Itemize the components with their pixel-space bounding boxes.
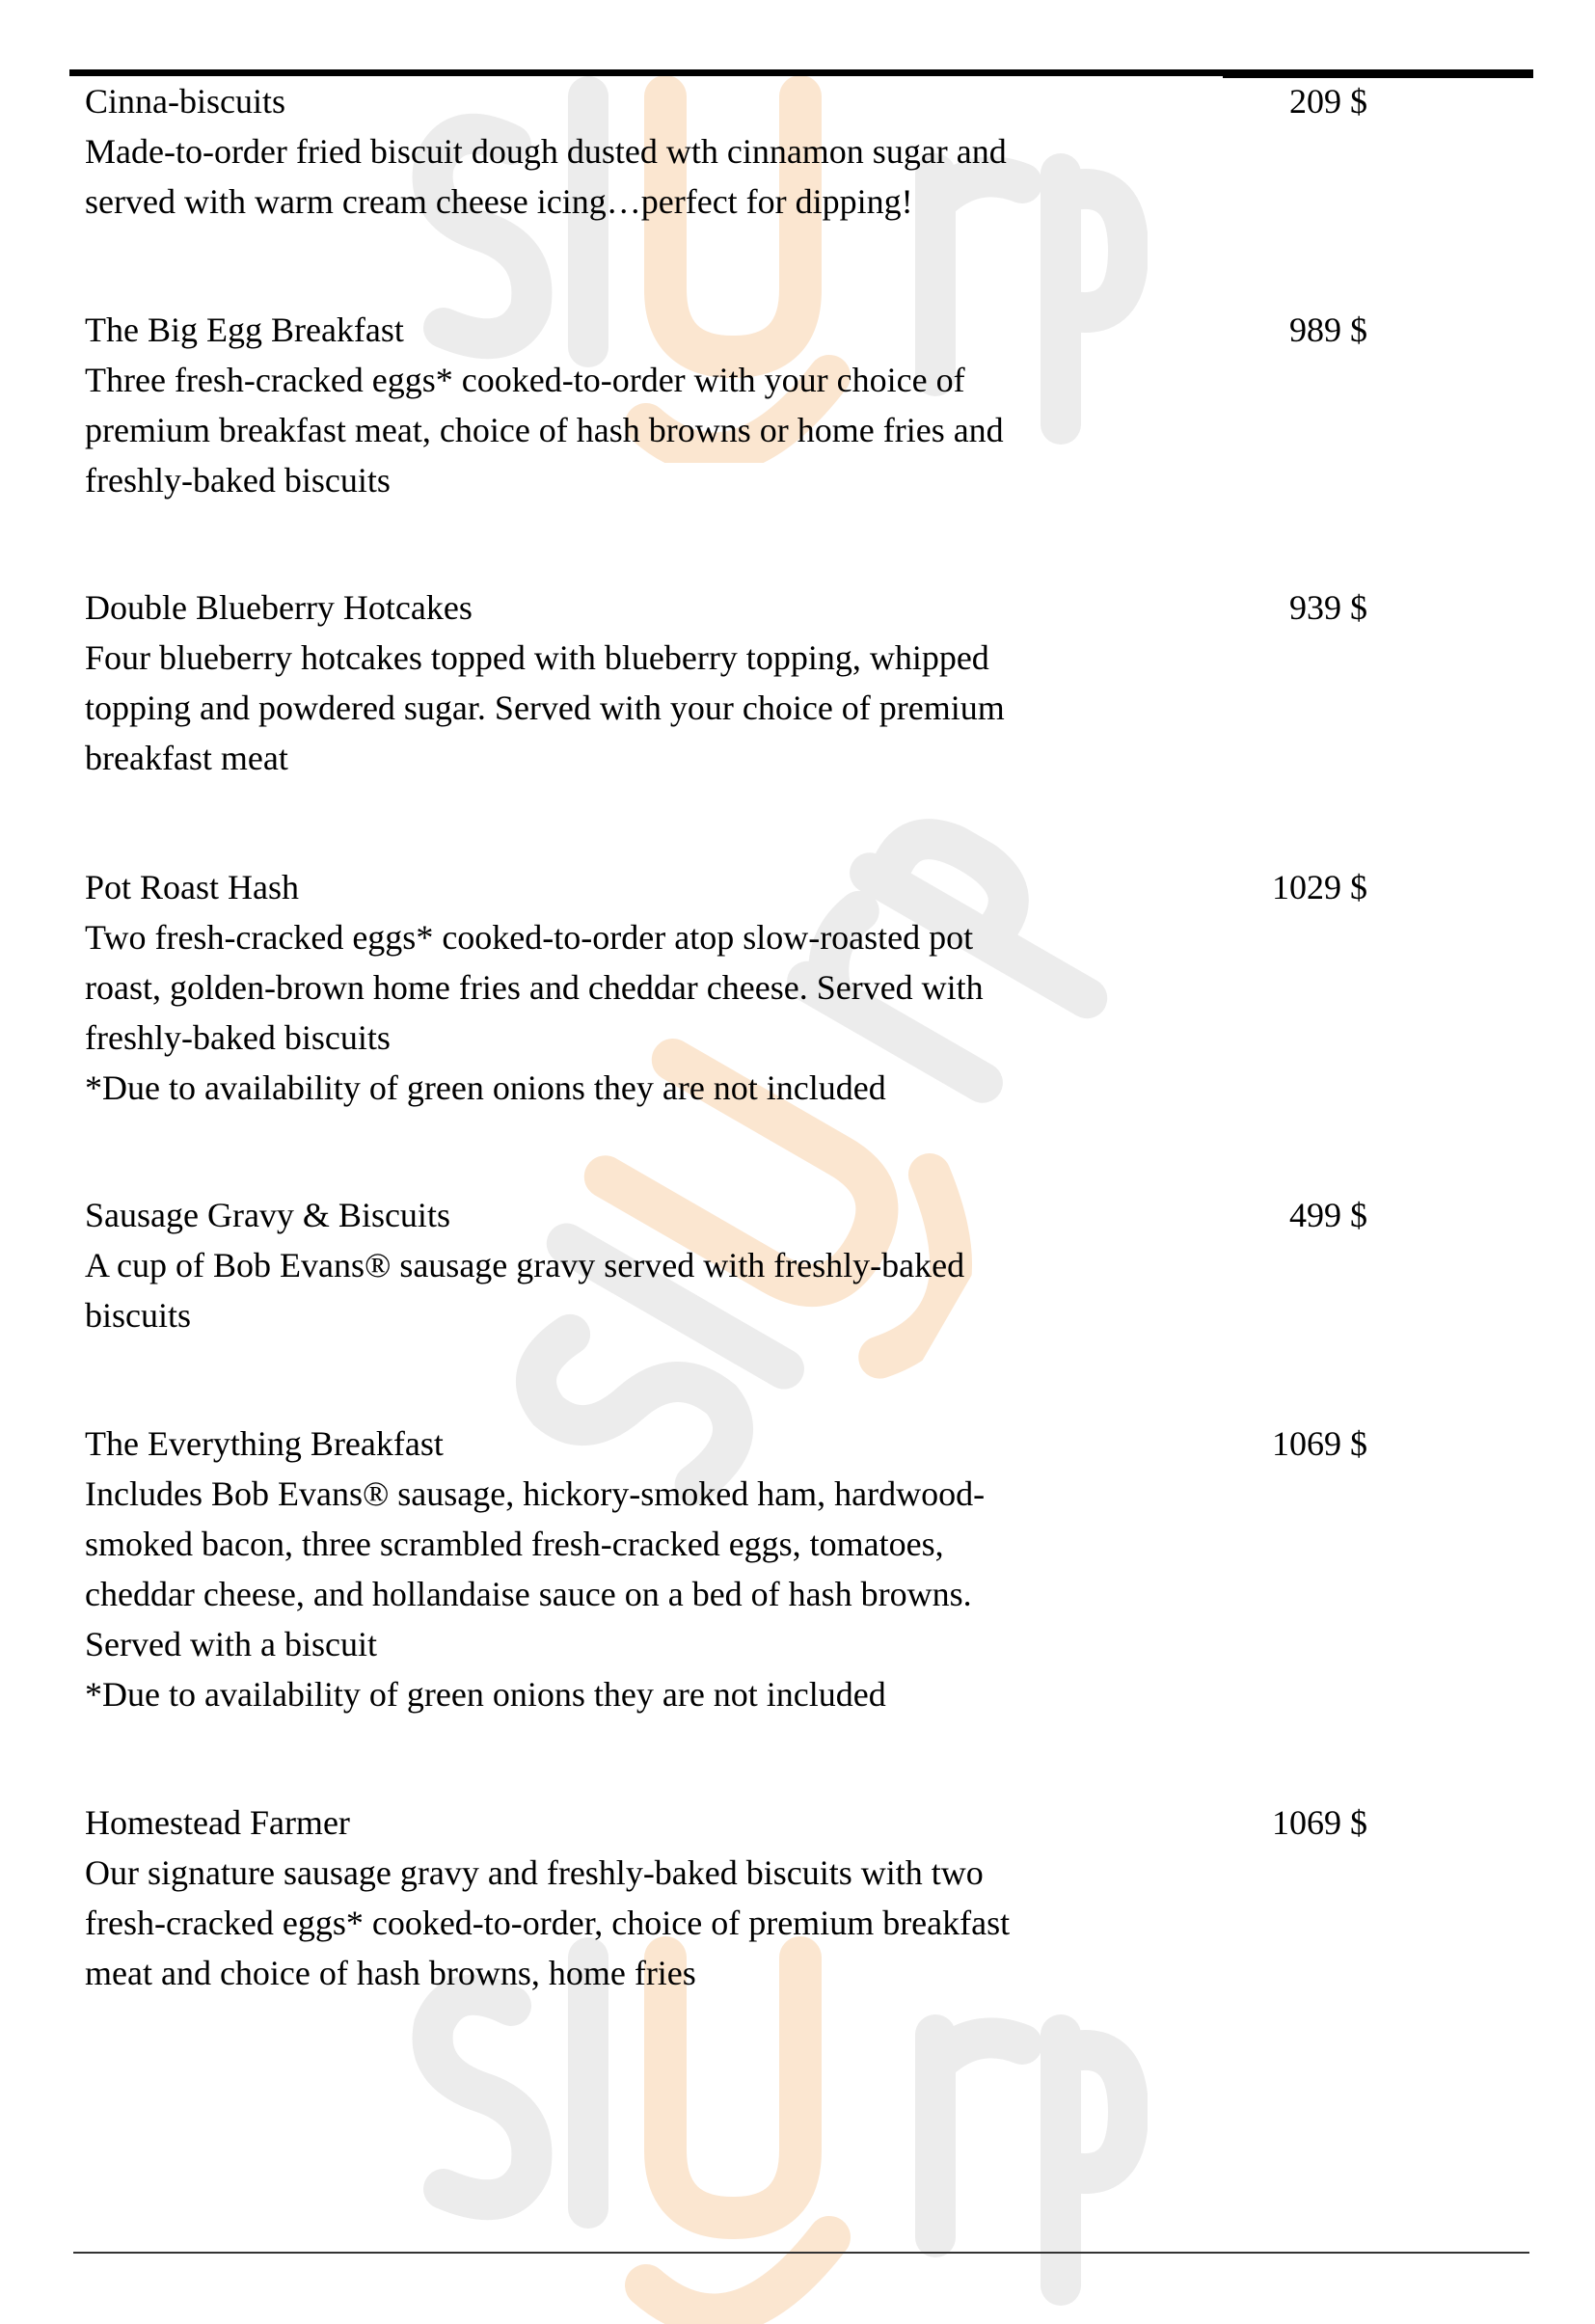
description-line: premium breakfast meat, choice of hash browns or home fries and <box>85 411 1004 449</box>
menu-item <box>85 1797 1367 1998</box>
menu-item <box>85 305 1367 505</box>
description-line: freshly-baked biscuits <box>85 1018 391 1057</box>
description-line: roast, golden-brown home fries and cheddar cheese. Served with <box>85 968 984 1007</box>
menu-item-header <box>85 582 1367 633</box>
menu-item-price: 499 $ <box>1289 1196 1367 1234</box>
menu-item-price: 1029 $ <box>1272 868 1367 906</box>
menu-item-price: 1069 $ <box>1272 1424 1367 1463</box>
description-line: cheddar cheese, and hollandaise sauce on a bed of hash browns. <box>85 1575 972 1613</box>
menu-item-price: 989 $ <box>1289 311 1367 349</box>
description-line: Four blueberry hotcakes topped with blueberry topping, whipped <box>85 638 989 677</box>
menu-item-description <box>85 355 1194 505</box>
menu-item-description <box>85 912 1194 1113</box>
menu-item-description <box>85 1240 1194 1340</box>
menu-item-header <box>85 1419 1367 1469</box>
description-line: fresh-cracked eggs* cooked-to-order, choice of premium breakfast <box>85 1904 1011 1942</box>
menu-item-name: The Everything Breakfast <box>85 1424 444 1463</box>
description-line: *Due to availability of green onions they are not included <box>85 1068 886 1107</box>
description-line: topping and powdered sugar. Served with your choice of premium <box>85 689 1005 727</box>
top-rule <box>69 69 1223 76</box>
menu-item-name: Cinna-biscuits <box>85 82 285 121</box>
description-line: breakfast meat <box>85 739 288 777</box>
description-line: Our signature sausage gravy and freshly-baked biscuits with two <box>85 1853 984 1892</box>
menu-item-header <box>85 1797 1367 1848</box>
menu-item-description <box>85 1848 1194 1998</box>
description-line: A cup of Bob Evans® sausage gravy served with freshly-baked <box>85 1246 965 1284</box>
menu-item-name: Pot Roast Hash <box>85 868 300 906</box>
menu-item-price: 939 $ <box>1289 588 1367 627</box>
description-line: smoked bacon, three scrambled fresh-cracked eggs, tomatoes, <box>85 1525 944 1563</box>
description-line: Includes Bob Evans® sausage, hickory-smoked ham, hardwood- <box>85 1474 986 1513</box>
menu-item-header <box>85 862 1367 912</box>
description-line: Served with a biscuit <box>85 1625 377 1663</box>
menu-item-name: Double Blueberry Hotcakes <box>85 588 473 627</box>
menu-item-name: Homestead Farmer <box>85 1803 350 1842</box>
description-line: meat and choice of hash browns, home fries <box>85 1954 696 1992</box>
menu-item-header <box>85 1190 1367 1240</box>
menu-item <box>85 1419 1367 1719</box>
description-line: Made-to-order fried biscuit dough dusted wth cinnamon sugar and <box>85 132 1007 171</box>
menu-item <box>85 76 1367 227</box>
menu-item <box>85 582 1367 783</box>
menu-item-description <box>85 1469 1194 1719</box>
menu-item-price: 209 $ <box>1289 82 1367 121</box>
description-line: biscuits <box>85 1296 192 1335</box>
menu-item-header <box>85 305 1367 355</box>
description-line: freshly-baked biscuits <box>85 461 391 500</box>
menu-item <box>85 862 1367 1113</box>
menu-item-description <box>85 126 1194 227</box>
description-line: served with warm cream cheese icing…perfect for dipping! <box>85 182 913 221</box>
menu-item-price: 1069 $ <box>1272 1803 1367 1842</box>
description-line: *Due to availability of green onions they are not included <box>85 1675 886 1714</box>
menu-item-header <box>85 76 1367 126</box>
menu-item-name: Sausage Gravy & Biscuits <box>85 1196 450 1234</box>
description-line: Two fresh-cracked eggs* cooked-to-order atop slow-roasted pot <box>85 918 974 957</box>
menu-item <box>85 1190 1367 1340</box>
bottom-rule <box>73 2252 1529 2254</box>
description-line: Three fresh-cracked eggs* cooked-to-order with your choice of <box>85 361 965 399</box>
menu-item-name: The Big Egg Breakfast <box>85 311 404 349</box>
menu-item-description <box>85 633 1194 783</box>
